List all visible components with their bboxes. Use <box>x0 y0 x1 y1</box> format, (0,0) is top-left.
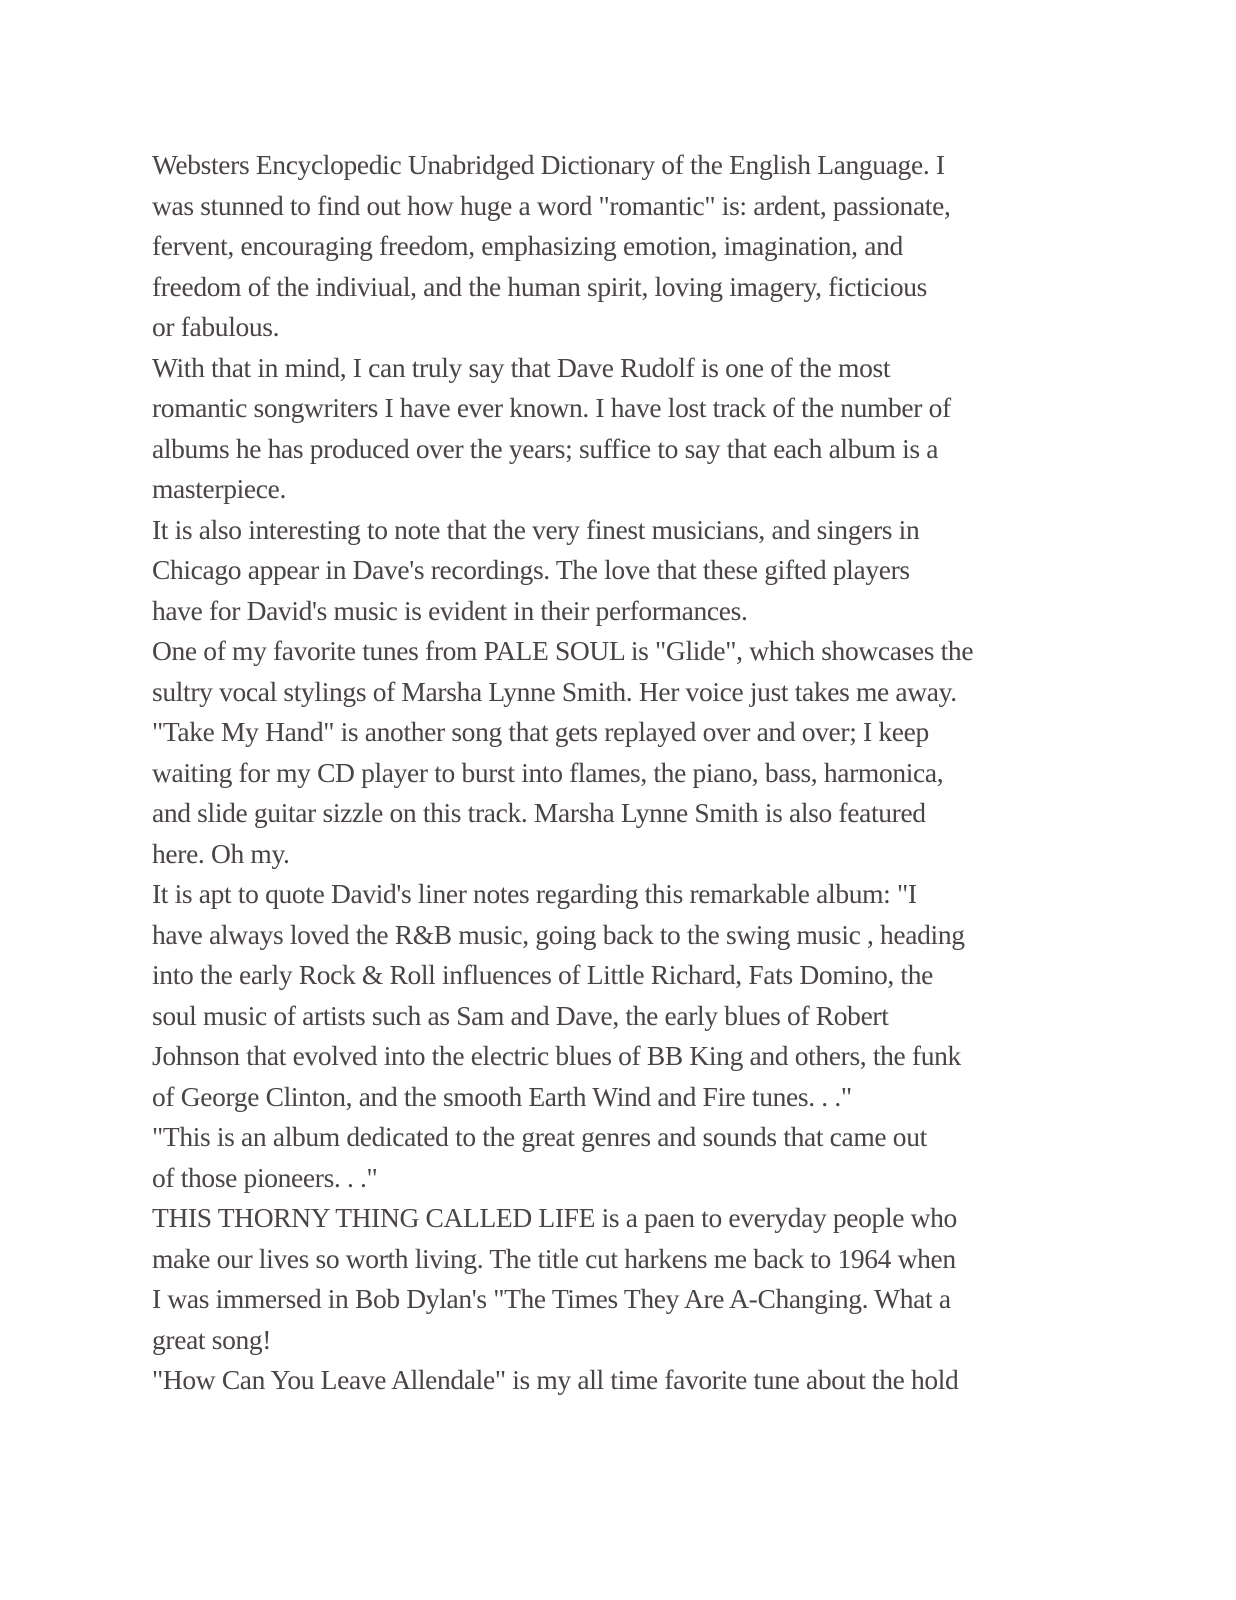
text-line: "This is an album dedicated to the great genres and sounds that came out <box>152 1121 927 1152</box>
text-line: great song! <box>152 1323 272 1355</box>
text-line: sultry vocal stylings of Marsha Lynne Smith. Her voice just takes me away. <box>152 675 957 707</box>
text-line: One of my favorite tunes from PALE SOUL is "Glide", which showcases the <box>152 635 974 666</box>
text-line: It is apt to quote David's liner notes regarding this remarkable album: "I <box>152 878 917 909</box>
text-line: I was immersed in Bob Dylan's "The Times They Are A-Changing. What a <box>152 1283 951 1314</box>
text-line: Websters Encyclopedic Unabridged Dictionary of the English Language. I <box>152 149 945 180</box>
text-line: THIS THORNY THING CALLED LIFE is a paen to everyday people who <box>152 1202 957 1233</box>
text-line: With that in mind, I can truly say that Dave Rudolf is one of the most <box>152 351 891 383</box>
text-line: albums he has produced over the years; suffice to say that each album is a <box>152 432 939 464</box>
text-line: soul music of artists such as Sam and Dave, the early blues of Robert <box>152 999 889 1031</box>
text-line: have for David's music is evident in their performances. <box>152 594 748 626</box>
text-line: It is also interesting to note that the very finest musicians, and singers in <box>152 513 920 545</box>
text-line: masterpiece. <box>152 473 286 504</box>
text-line: here. Oh my. <box>152 837 290 869</box>
text-line: Johnson that evolved into the electric blues of BB King and others, the funk <box>152 1040 961 1071</box>
text-line: of those pioneers. . ." <box>152 1161 378 1193</box>
text-line: into the early Rock & Roll influences of Little Richard, Fats Domino, the <box>152 959 933 990</box>
text-line: make our lives so worth living. The title cut harkens me back to 1964 when <box>152 1242 956 1274</box>
text-line: Chicago appear in Dave's recordings. The love that these gifted players <box>152 554 910 585</box>
text-line: "How Can You Leave Allendale" is my all time favorite tune about the hold <box>152 1364 959 1395</box>
text-line: freedom of the indiviual, and the human spirit, loving imagery, ficticious <box>152 270 927 302</box>
text-line: romantic songwriters I have ever known. I have lost track of the number of <box>152 392 951 423</box>
text-line: have always loved the R&B music, going back to the swing music , heading <box>152 918 965 950</box>
text-line: "Take My Hand" is another song that gets replayed over and over; I keep <box>152 716 929 747</box>
text-line: fervent, encouraging freedom, emphasizing emotion, imagination, and <box>152 230 903 261</box>
text-line: was stunned to find out how huge a word "romantic" is: ardent, passionate, <box>152 189 951 221</box>
text-line: of George Clinton, and the smooth Earth Wind and Fire tunes. . ." <box>152 1080 852 1112</box>
body-text <box>152 145 1072 1401</box>
text-line: and slide guitar sizzle on this track. Marsha Lynne Smith is also featured <box>152 797 926 828</box>
text-line: or fabulous. <box>152 311 280 342</box>
text-line: waiting for my CD player to burst into flames, the piano, bass, harmonica, <box>152 756 944 788</box>
